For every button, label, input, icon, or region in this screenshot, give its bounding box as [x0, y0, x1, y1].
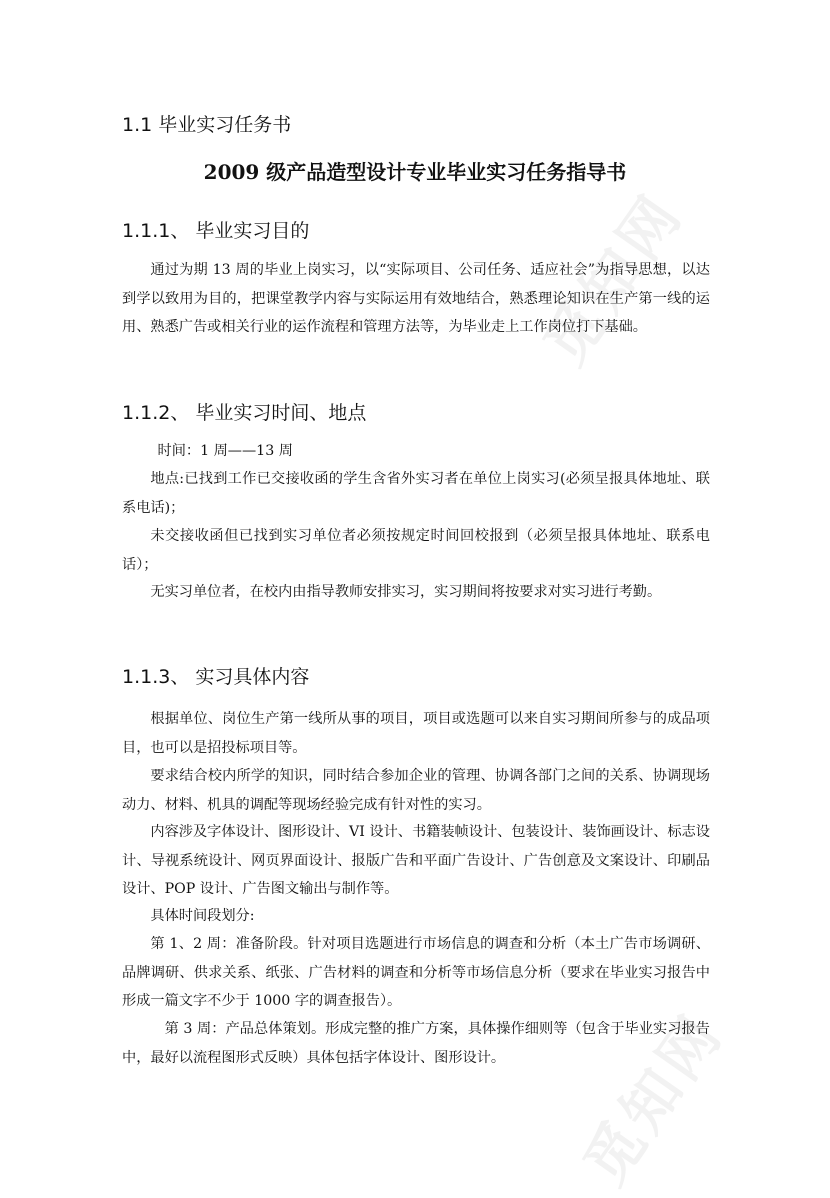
paragraph-no-unit: 无实习单位者，在校内由指导教师安排实习，实习期间将按要求对实习进行考勤。	[150, 584, 662, 600]
paragraph-no-letter: 未交接收函但已找到实习单位者必须按规定时间回校报到（必须呈报具体地址、联系电话）；	[122, 528, 710, 573]
section-heading-purpose: 1.1.1、 毕业实习目的	[122, 220, 310, 242]
document-title: 2009 级产品造型设计专业毕业实习任务指导书	[203, 160, 627, 184]
paragraph-schedule-intro: 具体时间段划分:	[150, 908, 255, 924]
watermark-lower: 觅知网	[570, 1000, 737, 1197]
paragraph-place: 地点:已找到工作已交接收函的学生含省外实习者在单位上岗实习(必须呈报具体地址、联系电话)；	[122, 471, 710, 516]
paragraph-content-scope: 内容涉及字体设计、图形设计、VI 设计、书籍装帧设计、包装设计、装饰画设计、标志设计、导视系统设计、网页界面设计、报版广告和平面广告设计、广告创意及文案设计、印刷品设计、POP 设计、广告图文输出与制作等。	[122, 824, 710, 897]
paragraph-week-3: 第 3 周：产品总体策划。形成完整的推广方案，具体操作细则等（包含于毕业实习报告中，最好以流程图形式反映）具体包括字体设计、图形设计。	[122, 1021, 710, 1066]
paragraph-purpose: 通过为期 13 周的毕业上岗实习，以“实际项目、公司任务、适应社会”为指导思想，以达到学以致用为目的，把课堂教学内容与实际运用有效地结合，熟悉理论知识在生产第一线的运用、熟悉广告或相关行业的运作流程和管理方法等，为毕业走上工作岗位打下基础。	[122, 262, 710, 335]
watermark: 觅知网	[530, 180, 697, 377]
paragraph-requirements: 要求结合校内所学的知识，同时结合参加企业的管理、协调各部门之间的关系、协调现场动力、材料、机具的调配等现场经验完成有针对性的实习。	[122, 768, 710, 813]
section-heading-time-place: 1.1.2、 毕业实习时间、地点	[122, 402, 367, 424]
main-heading: 1.1 毕业实习任务书	[122, 114, 292, 136]
paragraph-week-1-2: 第 1、2 周：准备阶段。针对项目选题进行市场信息的调查和分析（本土广告市场调研、品牌调研、供求关系、纸张、广告材料的调查和分析等市场信息分析（要求在毕业实习报告中形成一篇文字不少于 1000 字的调查报告）。	[122, 936, 710, 1009]
section-heading-content: 1.1.3、 实习具体内容	[122, 666, 310, 688]
paragraph-projects: 根据单位、岗位生产第一线所从事的项目，项目或选题可以来自实习期间所参与的成品项目，也可以是招投标项目等。	[122, 711, 710, 756]
paragraph-time: 时间：1 周——13 周	[157, 443, 293, 459]
